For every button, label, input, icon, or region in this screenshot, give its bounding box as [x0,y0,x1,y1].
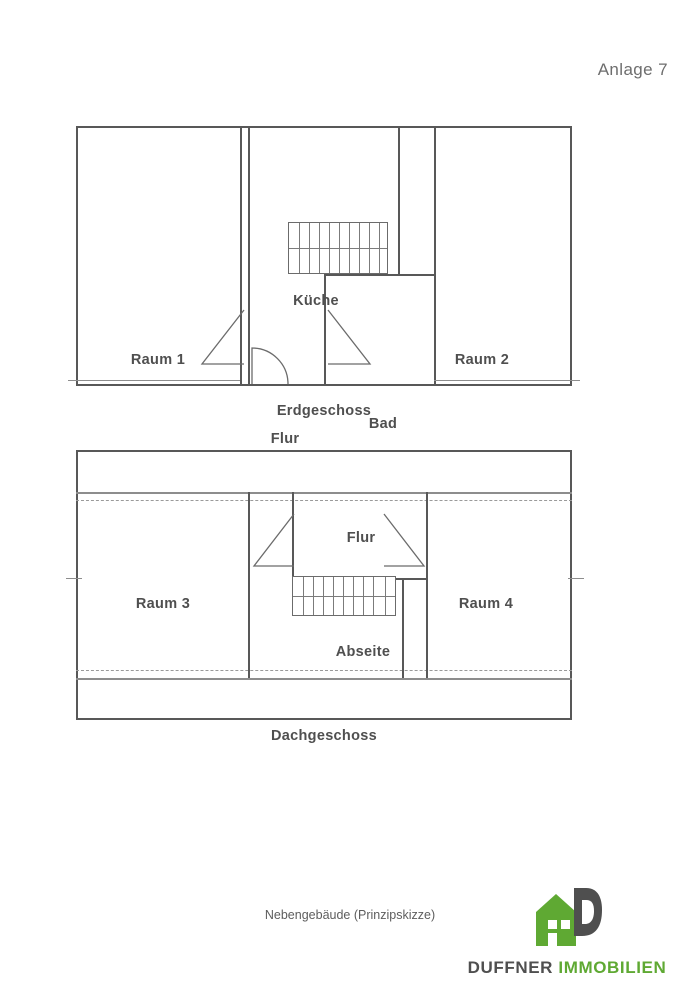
room-label-abseite: Abseite [335,644,391,660]
wall-dg-stub-left [66,578,82,579]
wall-eg-bottom-detail-left [68,380,240,381]
room-label-raum-3: Raum 3 [135,596,191,612]
logo-wordmark [462,958,672,978]
company-logo [462,886,672,978]
wall-dg-roofline-top [76,492,572,494]
wall-eg-bath-top [324,274,436,276]
door-eg-bad [326,308,372,368]
wall-dg-dashed-top [76,500,572,501]
room-label-raum-1: Raum 1 [130,352,186,368]
wall-dg-dashed-bottom [76,670,572,671]
floorplan-dachgeschoss [76,450,572,720]
door-eg-flur-entrance [250,338,290,386]
door-dg-raum4 [382,512,426,570]
wall-eg-kitchen-right [398,126,400,276]
door-dg-raum3 [252,512,296,570]
door-eg-raum1 [200,308,246,368]
logo-name-first: DUFFNER [467,958,554,977]
stairs-eg [288,222,388,274]
wall-eg-bottom-detail-right [434,380,580,381]
floor-caption-erdgeschoss: Erdgeschoss [276,403,372,419]
room-label-bad: Bad [368,416,398,432]
attachment-label: Anlage 7 [597,60,668,79]
wall-dg-right-vertical [426,492,428,678]
room-label-flur: Flur [270,431,300,447]
wall-dg-left-vertical [248,492,250,678]
room-label-raum-2: Raum 2 [454,352,510,368]
sketch-caption: Nebengebäude (Prinzipskizze) [264,908,436,922]
logo-mark-icon [530,886,604,952]
logo-name-second: IMMOBILIEN [558,958,667,977]
wall-dg-abseite-right [402,578,404,678]
wall-dg-stub-right [568,578,584,579]
room-label-kueche: Küche [293,293,339,309]
room-label-flur-dg: Flur [346,530,376,546]
wall-eg-right-vertical [434,126,436,386]
stairs-dg [292,576,396,616]
room-label-raum-4: Raum 4 [458,596,514,612]
floor-caption-dachgeschoss: Dachgeschoss [271,728,377,744]
wall-dg-roofline-bottom [76,678,572,680]
